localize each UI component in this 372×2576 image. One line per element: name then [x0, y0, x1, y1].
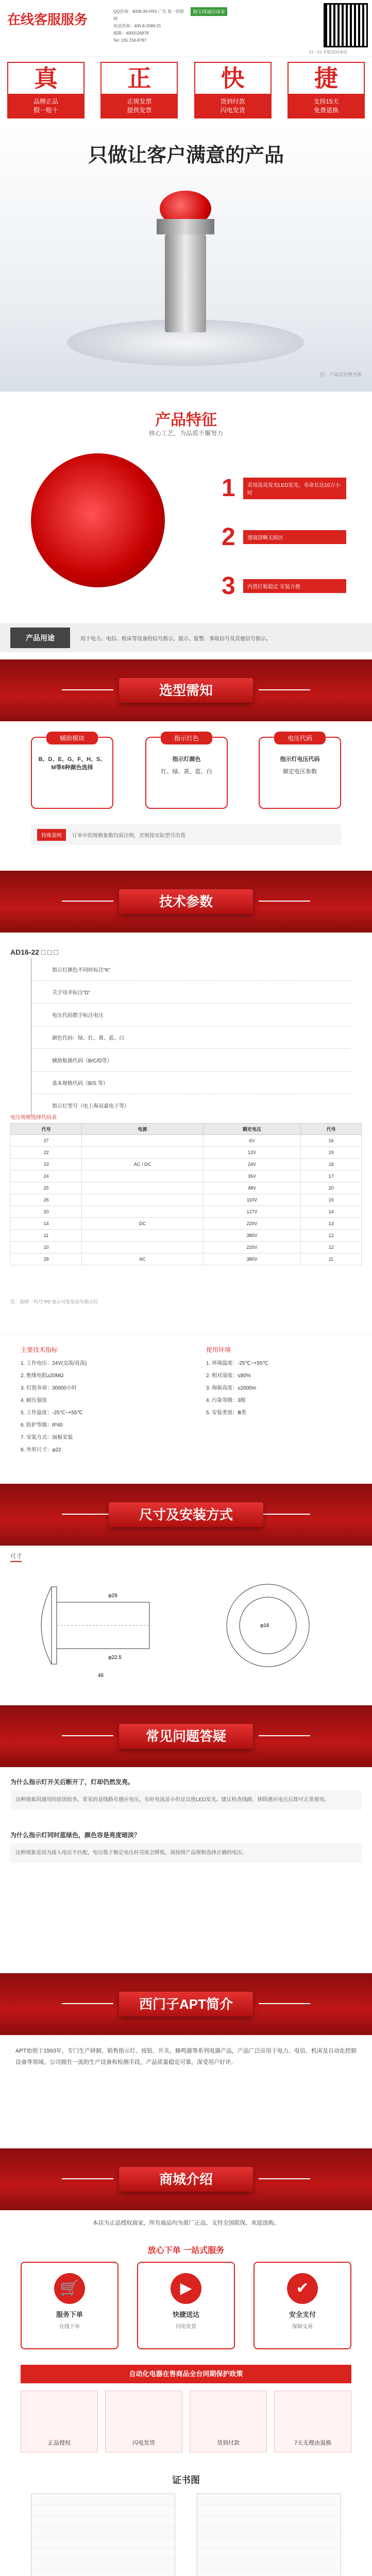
mall-label: 7天无理由退换	[274, 2391, 351, 2452]
cert-card[interactable]	[197, 2494, 341, 2576]
cart-icon: 🛒	[54, 2273, 85, 2304]
dim-c-label: φ16	[260, 1623, 269, 1629]
selection-col: 电压代码 指示灯电压代码 额定电压参数	[259, 737, 341, 809]
cert-row	[31, 2494, 341, 2576]
table-row: 20 127V 14	[11, 1206, 362, 1218]
cert-title: 证书图	[172, 2475, 200, 2485]
table-row: 27 6V 16	[11, 1135, 362, 1147]
faq-q1: 为什么指示灯开关后断开了，灯却仍然发亮。	[10, 1778, 134, 1786]
table-row: 10 220V 12	[11, 1242, 362, 1253]
table-row: 22 12V 19	[11, 1147, 362, 1159]
dim-a-label: φ29	[108, 1593, 117, 1599]
selection-col: 指示灯色 指示灯颜色 红、绿、黄、蓝、白	[145, 737, 228, 809]
dim-d-label: 46	[98, 1673, 104, 1679]
usage-label: 产品用途	[10, 628, 70, 648]
cert-card[interactable]	[31, 2494, 175, 2576]
qr-code[interactable]	[324, 3, 368, 47]
certificate-image	[197, 2494, 341, 2576]
feature-list	[222, 474, 361, 600]
trust-badge: 淘宝网诚信商家	[191, 7, 227, 16]
dimensions-header: 尺寸及安装方式	[0, 1484, 372, 1546]
selection-note: 特殊说明 订单中的规格参数均需注明，否则按实际型号出货	[31, 824, 341, 845]
voltage-table-title: 电压规格选择代码表	[10, 1115, 57, 1121]
hero-slogan: 只做让客户满意的产品	[88, 145, 284, 166]
table-row: 25 48V 20	[11, 1182, 362, 1194]
usage-text: 用于电力、电信、机床等设备的信号指示，提示、报警、事故信号及其他信号指示。	[80, 636, 271, 642]
table-row: 11 380V 12	[11, 1230, 362, 1242]
mall-text: 本店为正品授权商家，所有商品均为原厂正品，支持全国联保，欢迎选购。	[92, 2220, 280, 2226]
specs-right-title: 使用环境	[206, 1346, 231, 1353]
specs-left: 1. 工作电压：24V(交流/直流) 2. 绝缘电阻≥20MΩ 3. 灯泡寿命：30000小时 4. 耐压强度 5. 工作温度：-25℃~+55℃ 6. 防护等级：IP40 7. 安装方式：面板安装 8. 外形尺寸：φ22	[21, 1361, 87, 1453]
faq-header: 常见问题答疑	[0, 1705, 372, 1767]
selection-header: 选型需知	[0, 659, 372, 721]
mall-circle-title: 放心下单 一站式服务	[147, 2246, 225, 2255]
specs-left-title: 主要技术指标	[21, 1346, 58, 1353]
certificate-image	[31, 2494, 175, 2576]
dimensions-label: 尺寸	[10, 1552, 22, 1562]
selection-body	[0, 721, 372, 866]
mall-labels	[21, 2391, 351, 2458]
faq-a1: 这种现象因通用的原因较多，常见的是线路有感应电压，有时电流虽小但足以使LED发光。建议检查线路，排除感应电压后即可正常使用。	[10, 1790, 362, 1810]
truck-icon: ▶	[171, 2273, 201, 2304]
product-image	[155, 191, 216, 335]
tech-header: 技术参数	[0, 871, 372, 933]
feature-item: 1 采用高亮发光LED发光，寿命长达10万小时	[222, 474, 361, 502]
table-row: 24 36V 17	[11, 1171, 362, 1182]
number-three-icon: 3	[222, 572, 235, 600]
service-card[interactable]: ▶ 快捷送达 闪电发货	[137, 2262, 235, 2349]
guarantee-item: 捷 支持15天 免费退换	[288, 62, 365, 118]
qr-caption: 扫一扫 手机访问本店	[309, 50, 348, 55]
feature-item: 2 透镜清晰无暗区	[222, 523, 361, 551]
faq-body	[10, 1772, 362, 1968]
table-row: 14 DC 220V 13	[11, 1218, 362, 1230]
feature-product	[31, 453, 165, 587]
features-subtitle: 核心工艺，为品质不懈努力	[148, 430, 223, 437]
table-row: 28 AC 380V 11	[11, 1253, 362, 1265]
mall-header: 商城介绍	[0, 2148, 372, 2210]
brand-header: 西门子APT简介	[0, 1973, 372, 2035]
features-title: 产品特征	[155, 412, 217, 429]
contact-block: QQ咨询：4008-30-FRS 广告 第一营销网 电话咨询：400-8-2089-21 邮箱：4000126878 Tel: 135 234-8787	[113, 9, 184, 43]
service-card[interactable]: ✔ 安全支付 保障交易	[253, 2262, 351, 2349]
mall-label: 正品授权	[21, 2391, 98, 2452]
dimension-drawing	[21, 1566, 350, 1690]
mall-label: 闪电发货	[105, 2391, 182, 2452]
shop-title: 在线客服服务	[7, 12, 88, 27]
hero-caption: 注：产品以实物为准	[319, 372, 362, 377]
guarantee-item: 快 货到付款 闪电发货	[194, 62, 272, 118]
specs-right: 1. 环境温度：-25℃~+55℃ 2. 相对湿度：≤90% 3. 海拔高度：≤2000m 4. 污染等级：3级 5. 安装类别：Ⅲ类	[206, 1361, 268, 1416]
tech-tree: 指示灯颜色不同时标注“K” 关字母并标注“D” 电压代码数字标注电压 颜色代码：绿、红、黄、蓝、白 辅助航插代码（B/C/D等） 基本规格代码（B/S 等） 指示灯型号（电上海双嘉电子等）	[31, 958, 350, 1116]
features-section	[0, 402, 372, 618]
dim-b-label: φ22.5	[108, 1655, 122, 1660]
table-note: 注：选择一代号"P5"表示可发布信号指示灯	[10, 1299, 98, 1304]
selection-col: 辅助模块 B、D、E、G、F、H、S、M等8种颜色选择	[31, 737, 113, 809]
specs-section	[0, 1334, 372, 1479]
faq-a2: 这种现象是因为接入电压不匹配，电压低于额定电压时亮度会降低，请按照产品规格选择正确的电压。	[10, 1843, 362, 1863]
table-row: 23 AC / DC 24V 18	[11, 1159, 362, 1171]
mall-banner: 自动化电器在售商品全台同期保护政策	[21, 2365, 351, 2383]
service-row	[21, 2262, 351, 2354]
guarantee-item: 真 品牌正品 假一赔十	[7, 62, 84, 118]
brand-text: APT始创于1993年，专门生产研制、销售指示灯、按钮、开关、蜂鸣器等系列电器产品，产品广泛应用于电力、电信、机床及自动化控制设备等领域。公司拥有一流的生产设备和检测手段，产品质量稳定可靠，深受用户好评。	[15, 2048, 357, 2065]
model-code: AD16-22 □ □ □	[10, 948, 59, 956]
top-header	[0, 0, 372, 57]
guarantee-row	[7, 62, 365, 118]
number-one-icon: 1	[222, 474, 235, 502]
feature-item: 3 内置灯板稳定 安装方便	[222, 572, 361, 600]
number-two-icon: 2	[222, 523, 235, 551]
service-card[interactable]: 🛒 服务下单 在线下单	[21, 2262, 119, 2349]
hero	[0, 124, 372, 392]
faq-q2: 为什么指示灯同时蓝绿色，颜色容是亮度暗淡？	[10, 1832, 141, 1839]
dimensions-body	[0, 1546, 372, 1700]
tech-body	[0, 938, 372, 1329]
guarantee-item: 正 正规发票 提供发票	[100, 62, 178, 118]
voltage-table: 代号 电源 额定电压 代号 27 6V 16 22 12V 19 23 AC / DC 24V 18 24 36V 17 25 48V 20 26 110V 15 20 127V 14 14 DC 220V 13 11 380V 12 10 220V 12 28 AC 380V 11	[10, 1123, 362, 1265]
table-row: 26 110V 15	[11, 1194, 362, 1206]
mall-label: 货到付款	[190, 2391, 267, 2452]
shield-icon: ✔	[287, 2273, 318, 2304]
usage-bar	[0, 623, 372, 652]
